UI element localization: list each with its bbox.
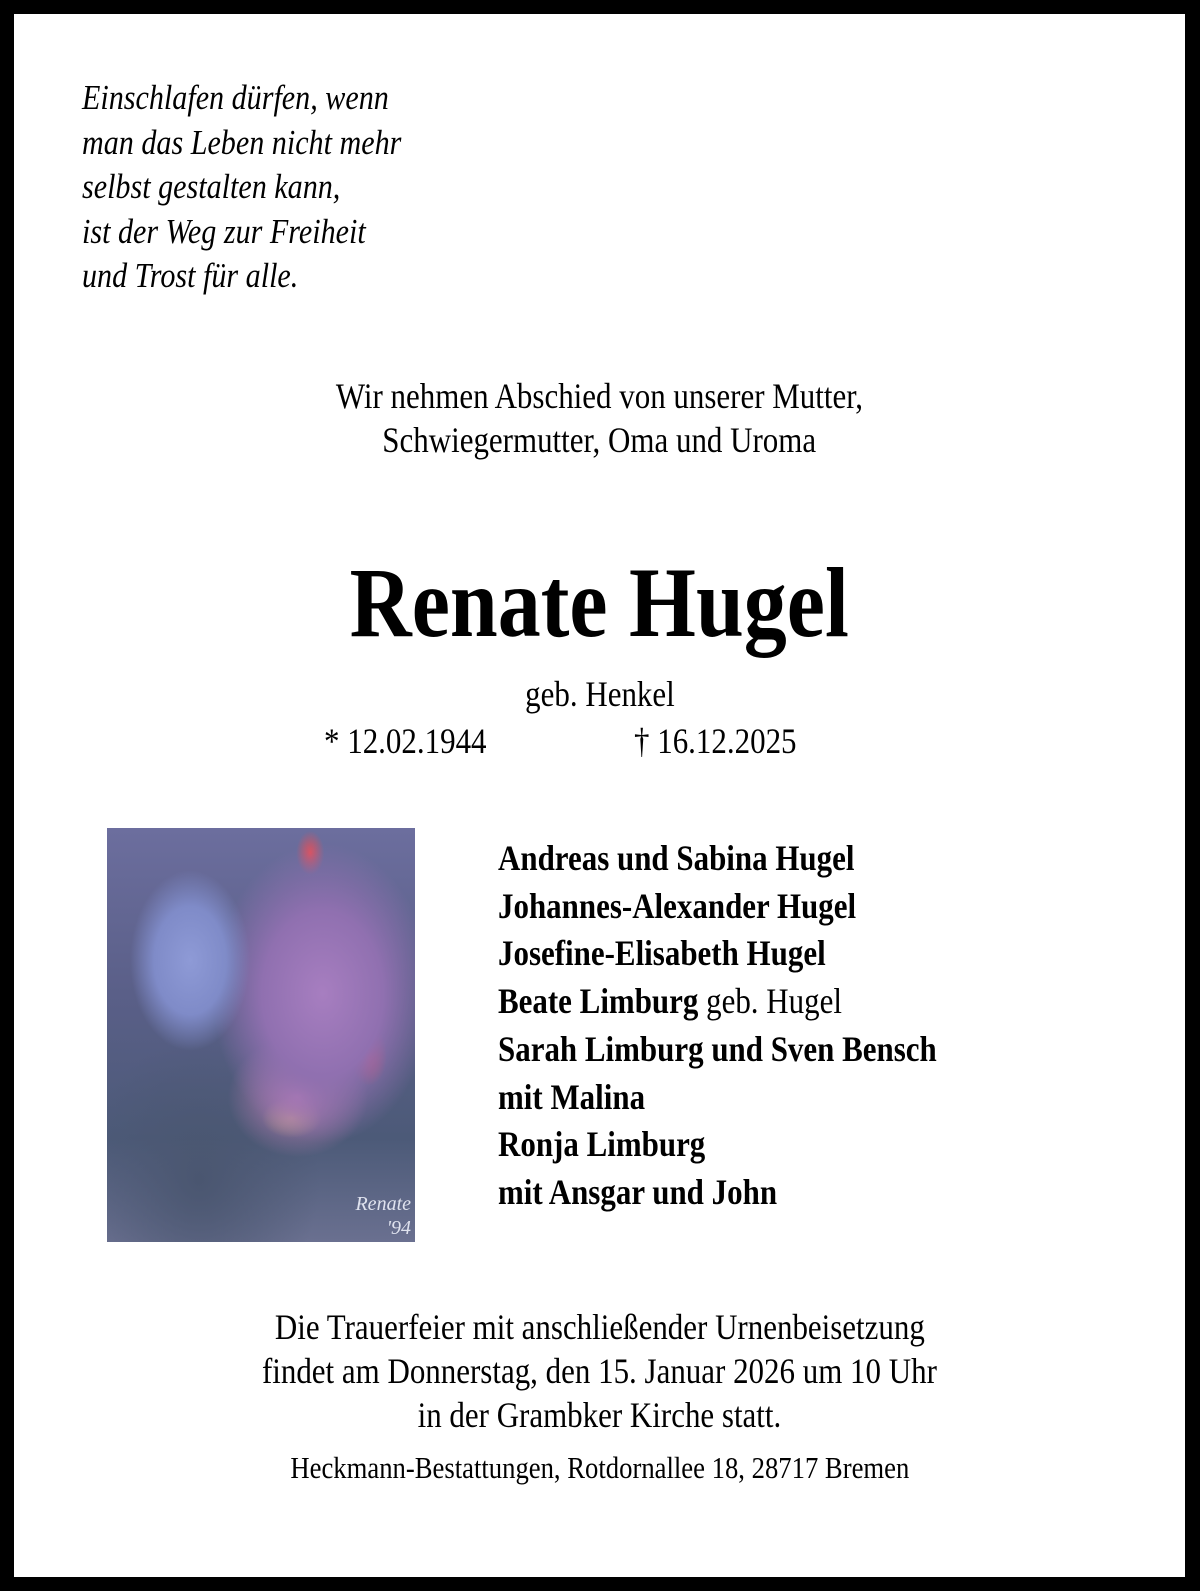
intro-line: Wir nehmen Abschied von unserer Mutter,	[335, 376, 864, 416]
signature-year: '94	[386, 1217, 411, 1239]
mourner-row	[498, 930, 1008, 978]
poem-line: ist der Weg zur Freiheit	[82, 211, 366, 251]
farewell-intro	[14, 374, 1185, 462]
mourner-row	[498, 835, 1008, 883]
funeral-home-address	[14, 1450, 1185, 1486]
mourner-name: Sarah Limburg und Sven Bensch	[498, 1028, 937, 1069]
artwork-painting	[107, 828, 415, 1242]
mourner-name: Johannes-Alexander Hugel	[498, 885, 857, 926]
birth-date: * 12.02.1944	[324, 721, 487, 761]
mourner-row	[498, 1074, 1008, 1122]
memorial-poem	[82, 76, 453, 299]
ceremony-line: findet am Donnerstag, den 15. Januar 2026 um 10 Uhr	[262, 1351, 937, 1391]
mourner-row	[498, 978, 1008, 1026]
deceased-name	[14, 548, 1185, 658]
mourner-name: Beate Limburg	[498, 981, 699, 1022]
mourner-row	[498, 1121, 1008, 1169]
mourner-note: geb. Hugel	[698, 981, 842, 1022]
ceremony-line: in der Grambker Kirche statt.	[417, 1395, 782, 1435]
mourner-name: Andreas und Sabina Hugel	[498, 838, 855, 878]
poem-line: Einschlafen dürfen, wenn	[82, 78, 389, 117]
maiden-name	[14, 674, 1185, 714]
mourner-row	[498, 883, 1008, 931]
ceremony-line: Die Trauerfeier mit anschließender Urnenbeisetzung	[274, 1307, 925, 1347]
obituary-notice	[14, 14, 1185, 1577]
poem-line: selbst gestalten kann,	[82, 167, 341, 206]
mourner-name: mit Ansgar und John	[498, 1171, 778, 1212]
death-date: † 16.12.2025	[634, 721, 797, 761]
poem-line: und Trost für alle.	[82, 256, 299, 295]
deceased-name-text: Renate Hugel	[349, 547, 850, 658]
mourner-name: Josefine-Elisabeth Hugel	[498, 933, 826, 974]
mourner-name: mit Malina	[498, 1076, 646, 1117]
artwork-signature	[355, 1192, 411, 1240]
ceremony-info	[14, 1305, 1185, 1437]
funeral-home-text: Heckmann-Bestattungen, Rotdornallee 18, 28717 Bremen	[290, 1450, 909, 1485]
signature-name: Renate	[355, 1193, 411, 1215]
maiden-name-text: geb. Henkel	[524, 674, 675, 714]
mourner-row	[498, 1169, 1008, 1217]
mourner-row	[498, 1026, 1008, 1074]
mourners-list	[498, 835, 1008, 1217]
poem-line: man das Leben nicht mehr	[82, 122, 402, 162]
intro-line: Schwiegermutter, Oma und Uroma	[382, 420, 817, 460]
mourner-name: Ronja Limburg	[498, 1124, 706, 1165]
